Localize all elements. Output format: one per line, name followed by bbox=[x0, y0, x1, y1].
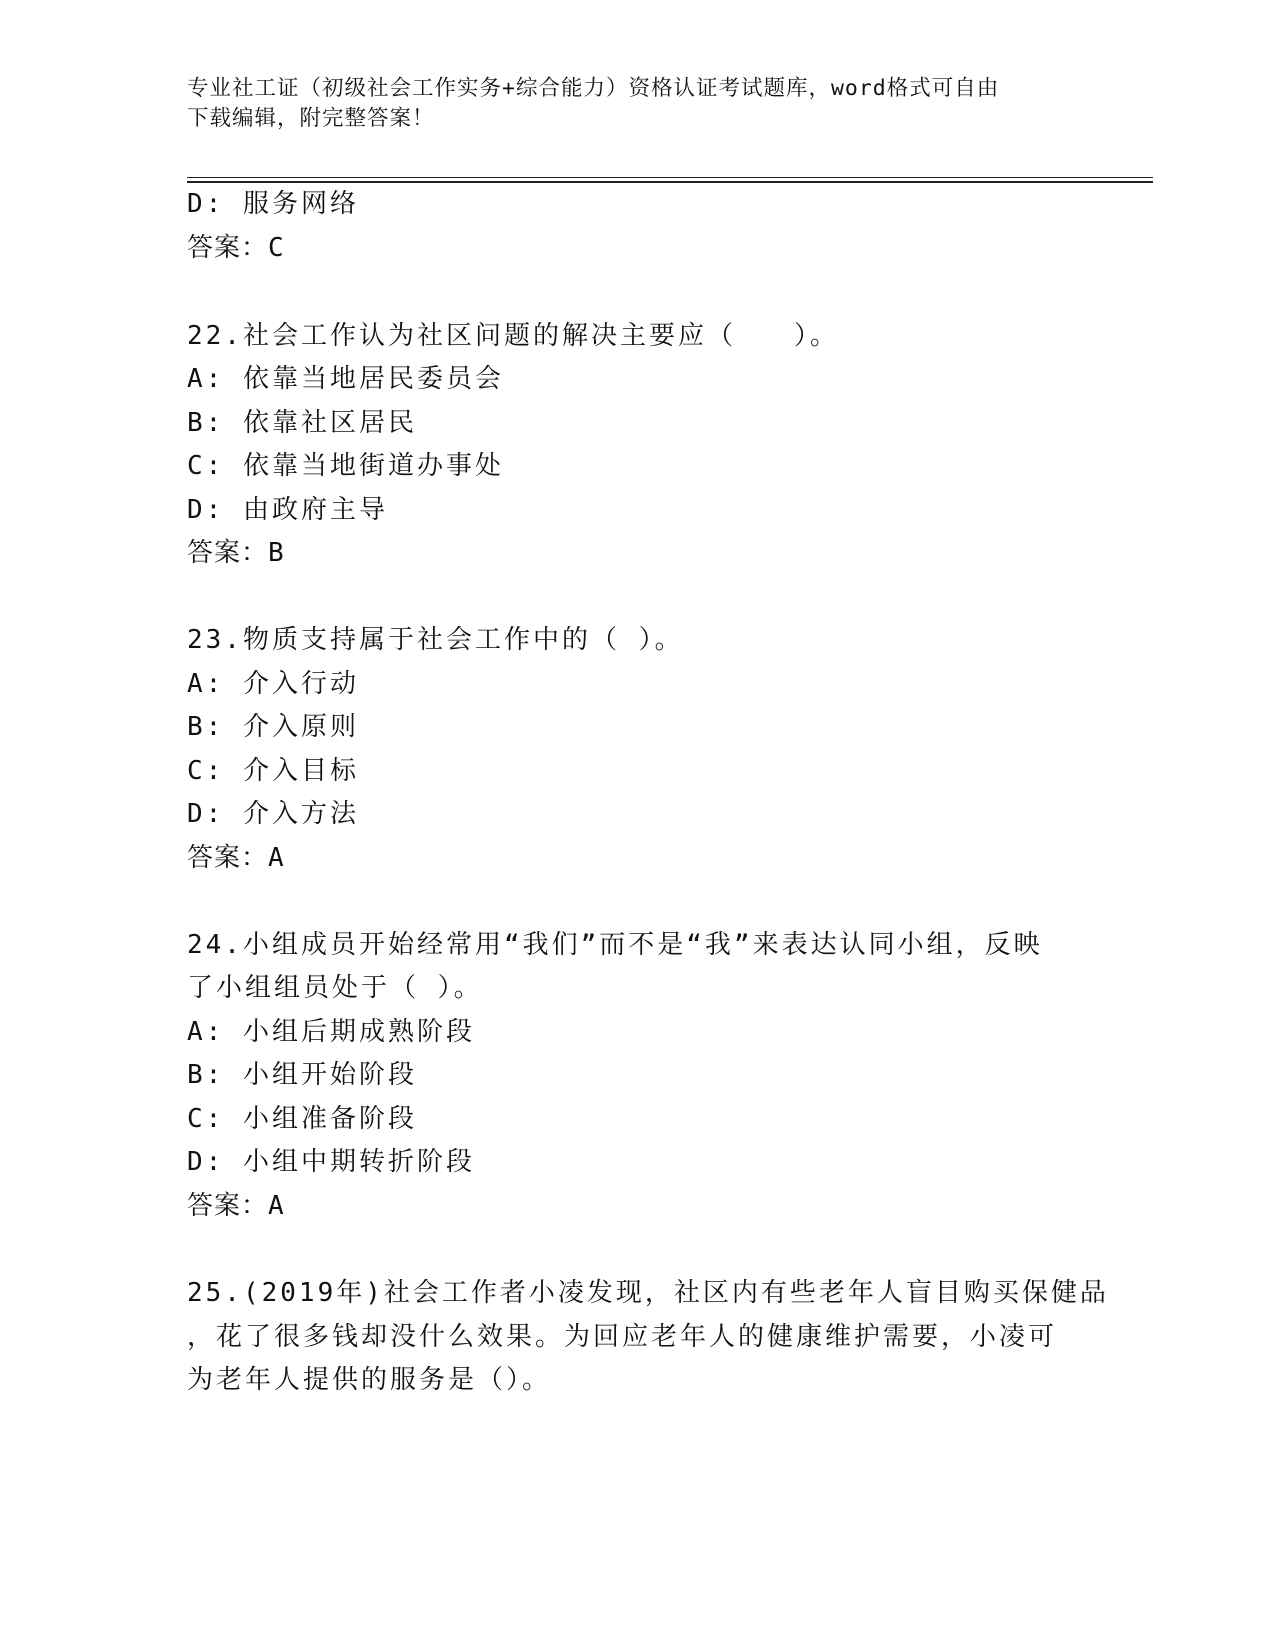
q24-answer: 答案：A bbox=[187, 1191, 285, 1221]
q23-option-a: A: 介入行动 bbox=[187, 669, 359, 699]
q22-option-b: B: 依靠社区居民 bbox=[187, 408, 417, 438]
q24-stem-line-1: 24.小组成员开始经常用“我们”而不是“我”来表达认同小组，反映 bbox=[187, 930, 1043, 960]
q23-option-b: B: 介入原则 bbox=[187, 712, 359, 742]
q25-stem-line-1: 25.(2019年)社会工作者小凌发现，社区内有些老年人盲目购买保健品 bbox=[187, 1278, 1109, 1308]
q24-option-b: B: 小组开始阶段 bbox=[187, 1060, 417, 1090]
q23-stem: 23.物质支持属于社会工作中的（ ）。 bbox=[187, 625, 684, 655]
q22-stem: 22.社会工作认为社区问题的解决主要应（ ）。 bbox=[187, 321, 839, 351]
q24-stem-line-2: 了小组组员处于（ ）。 bbox=[187, 973, 483, 1003]
q25-stem-line-3: 为老年人提供的服务是（）。 bbox=[187, 1365, 552, 1395]
q22-option-d: D: 由政府主导 bbox=[187, 495, 388, 525]
q22-answer: 答案：B bbox=[187, 538, 285, 568]
q24-option-c: C: 小组准备阶段 bbox=[187, 1104, 417, 1134]
header-rule-thin bbox=[187, 177, 1153, 178]
q24-option-d: D: 小组中期转折阶段 bbox=[187, 1147, 475, 1177]
q21-option-d: D: 服务网络 bbox=[187, 189, 359, 219]
q25-stem-line-2: ，花了很多钱却没什么效果。为回应老年人的健康维护需要，小凌可 bbox=[187, 1322, 1058, 1352]
q22-option-c: C: 依靠当地街道办事处 bbox=[187, 451, 504, 481]
q23-answer: 答案：A bbox=[187, 843, 285, 873]
q21-answer: 答案：C bbox=[187, 233, 285, 263]
header-line-2: 下载编辑，附完整答案！ bbox=[187, 106, 435, 131]
header-text bbox=[187, 74, 1087, 134]
header-line-1: 专业社工证（初级社会工作实务+综合能力）资格认证考试题库，word格式可自由 bbox=[187, 76, 1000, 101]
q23-option-d: D: 介入方法 bbox=[187, 799, 359, 829]
header-rule-thick bbox=[187, 181, 1153, 183]
q24-option-a: A: 小组后期成熟阶段 bbox=[187, 1017, 475, 1047]
q22-option-a: A: 依靠当地居民委员会 bbox=[187, 364, 504, 394]
q23-option-c: C: 介入目标 bbox=[187, 756, 359, 786]
